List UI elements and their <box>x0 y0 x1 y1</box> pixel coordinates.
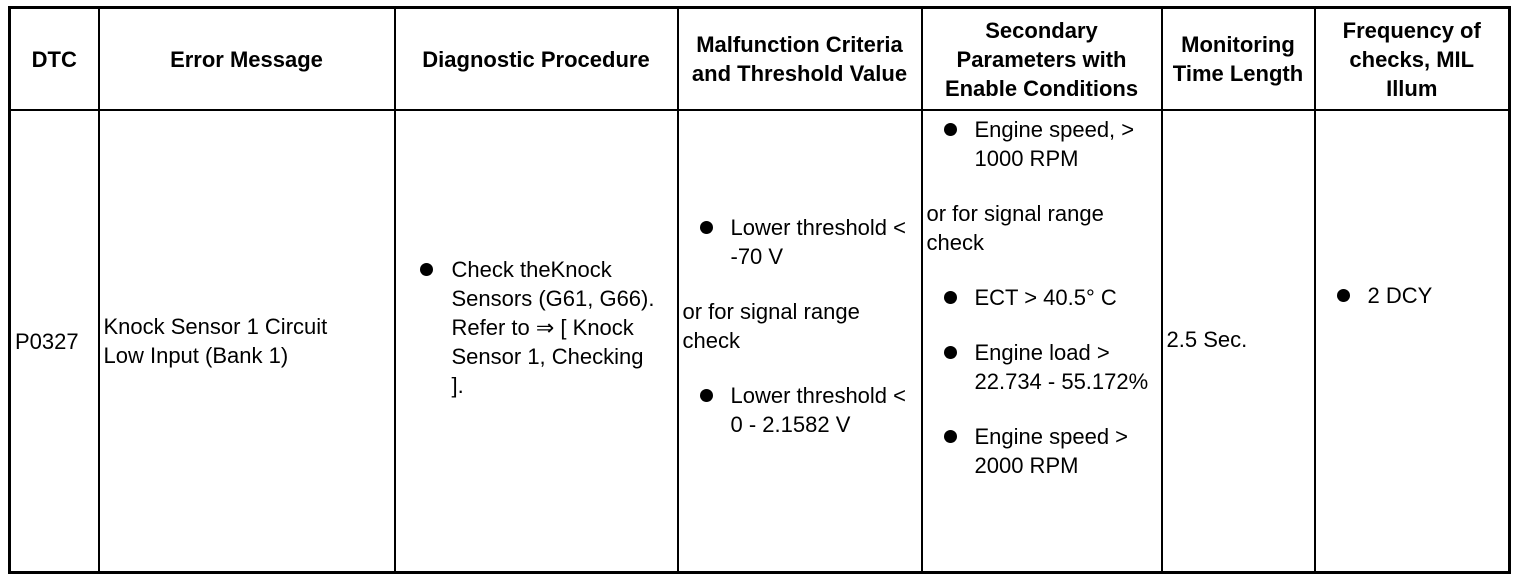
header-frequency: Frequency of checks, MIL Illum <box>1315 8 1510 111</box>
cell-secondary-parameters <box>922 110 1162 573</box>
secondary-or-text: or for signal range check <box>926 201 1104 255</box>
dtc-table <box>8 6 1511 574</box>
cell-monitoring-time <box>1162 110 1315 573</box>
cell-frequency <box>1315 110 1510 573</box>
frequency-text: 2 DCY <box>1367 283 1433 308</box>
spacer <box>923 396 1161 422</box>
list-item <box>396 255 677 400</box>
header-diagnostic-procedure: Diagnostic Procedure <box>395 8 678 111</box>
frequency-list <box>1316 281 1509 310</box>
cell-malfunction-criteria <box>678 110 922 573</box>
list-item <box>679 213 921 271</box>
header-error-message: Error Message <box>99 8 395 111</box>
table-row <box>10 110 1510 573</box>
table-body <box>10 110 1510 573</box>
list-item <box>923 115 1161 173</box>
dtc-code: P0327 <box>15 328 79 354</box>
bullet-icon <box>700 389 713 402</box>
malfunction-list-1 <box>679 213 921 271</box>
header-monitoring-time: Monitoring Time Length <box>1162 8 1315 111</box>
malfunction-item-1: Lower threshold < -70 V <box>730 215 906 269</box>
bullet-icon <box>700 221 713 234</box>
secondary-list-2 <box>923 283 1161 480</box>
bullet-icon <box>944 123 957 136</box>
list-item <box>923 422 1161 480</box>
table-header <box>10 8 1510 111</box>
bullet-icon <box>1337 289 1350 302</box>
monitoring-time-text: 2.5 Sec. <box>1166 326 1248 352</box>
malfunction-content <box>679 213 921 439</box>
cell-dtc <box>10 110 99 573</box>
secondary-item-4: Engine speed > 2000 RPM <box>974 424 1129 478</box>
malfunction-or-text: or for signal range check <box>682 299 860 353</box>
bullet-icon <box>420 263 433 276</box>
header-row <box>10 8 1510 111</box>
secondary-item-3: Engine load > 22.734 - 55.172% <box>974 340 1149 394</box>
list-item <box>923 283 1161 312</box>
cell-diagnostic-procedure <box>395 110 678 573</box>
bullet-icon <box>944 430 957 443</box>
bullet-icon <box>944 291 957 304</box>
list-item <box>923 338 1161 396</box>
list-item <box>679 381 921 439</box>
diagnostic-procedure-text: Check theKnock Sensors (G61, G66). Refer to ⇒ [ Knock Sensor 1, Checking ]. <box>451 256 655 398</box>
bullet-icon <box>944 346 957 359</box>
malfunction-list-2 <box>679 381 921 439</box>
header-secondary-parameters: Secondary Parameters with Enable Conditions <box>922 8 1162 111</box>
list-item <box>1316 281 1509 310</box>
secondary-item-1: Engine speed, > 1000 RPM <box>974 117 1135 171</box>
diagnostic-list <box>396 255 677 400</box>
malfunction-item-2: Lower threshold < 0 - 2.1582 V <box>730 383 906 437</box>
cell-error-message <box>99 110 395 573</box>
spacer <box>923 312 1161 338</box>
error-message-text: Knock Sensor 1 Circuit Low Input (Bank 1) <box>103 314 328 368</box>
header-dtc: DTC <box>10 8 99 111</box>
secondary-list-1 <box>923 115 1161 173</box>
secondary-content <box>923 111 1161 480</box>
header-malfunction-criteria: Malfunction Criteria and Threshold Value <box>678 8 922 111</box>
secondary-item-2: ECT > 40.5° C <box>974 285 1117 310</box>
